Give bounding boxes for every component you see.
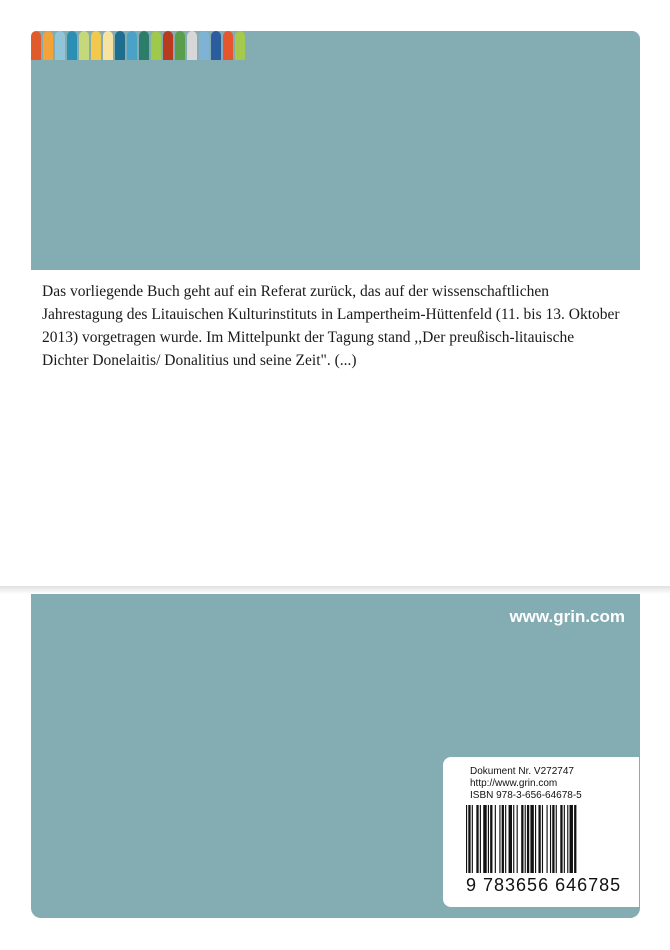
color-tab <box>223 31 233 60</box>
barcode-bar <box>513 805 514 873</box>
barcode-bar <box>556 805 557 873</box>
isbn-label: ISBN 978-3-656-64678-5 <box>470 790 582 801</box>
barcode-bar <box>535 805 536 873</box>
barcode-bar <box>472 805 473 873</box>
isbn-barcode <box>466 805 626 873</box>
barcode-bar <box>570 805 573 873</box>
barcode-bar <box>466 805 467 873</box>
color-tab <box>127 31 137 60</box>
barcode-bar <box>542 805 543 873</box>
barcode-bar <box>564 805 565 873</box>
barcode-bar <box>499 805 500 873</box>
barcode-bar <box>495 805 496 873</box>
barcode-bar <box>476 805 478 873</box>
color-tab <box>235 31 245 60</box>
color-tab <box>79 31 89 60</box>
barcode-bar <box>525 805 526 873</box>
color-tab <box>187 31 197 60</box>
barcode-bar <box>490 805 492 873</box>
isbn-digits: 9 783656 646785 <box>466 875 622 895</box>
barcode-bar <box>509 805 512 873</box>
color-tab <box>139 31 149 60</box>
color-tab <box>151 31 161 60</box>
cover-top-panel <box>31 31 640 270</box>
color-tab <box>103 31 113 60</box>
barcode-bar <box>530 805 533 873</box>
page-fold-shadow <box>0 586 670 594</box>
barcode-bar <box>480 805 481 873</box>
color-tab <box>199 31 209 60</box>
book-blurb: Das vorliegende Buch geht auf ein Referat zurück, das auf der wissenschaftlichen Jahrestagung des Litauischen Kulturinstituts in Lampertheim-Hüttenfeld (11. bis 13. Oktober 2013) vorgetragen wurde. Im Mittelpunkt der Tagung stand ,,Der preußisch-litauische Dichter Donelaitis/ Donalitius und seine Zeit". (...) <box>42 283 620 369</box>
barcode-bar <box>521 805 523 873</box>
barcode-bar <box>468 805 470 873</box>
color-tab <box>55 31 65 60</box>
barcode-bar <box>527 805 529 873</box>
color-tab <box>67 31 77 60</box>
document-url[interactable]: http://www.grin.com <box>470 778 558 789</box>
barcode-bar <box>538 805 540 873</box>
document-info <box>470 766 582 802</box>
color-tab <box>43 31 53 60</box>
publisher-website[interactable]: www.grin.com <box>509 607 625 626</box>
barcode-bar <box>488 805 489 873</box>
color-tab-strip <box>31 31 247 60</box>
barcode-bar <box>547 805 548 873</box>
barcode-bar <box>483 805 486 873</box>
color-tab <box>115 31 125 60</box>
barcode-bar <box>560 805 562 873</box>
barcode-bar <box>567 805 568 873</box>
color-tab <box>163 31 173 60</box>
barcode-bar <box>502 805 504 873</box>
color-tab <box>211 31 221 60</box>
color-tab <box>175 31 185 60</box>
barcode-bar <box>505 805 506 873</box>
barcode-bar <box>517 805 518 873</box>
color-tab <box>31 31 41 60</box>
barcode-bar <box>552 805 554 873</box>
barcode-bar <box>574 805 576 873</box>
document-number: Dokument Nr. V272747 <box>470 766 574 777</box>
barcode-bar <box>550 805 551 873</box>
color-tab <box>91 31 101 60</box>
